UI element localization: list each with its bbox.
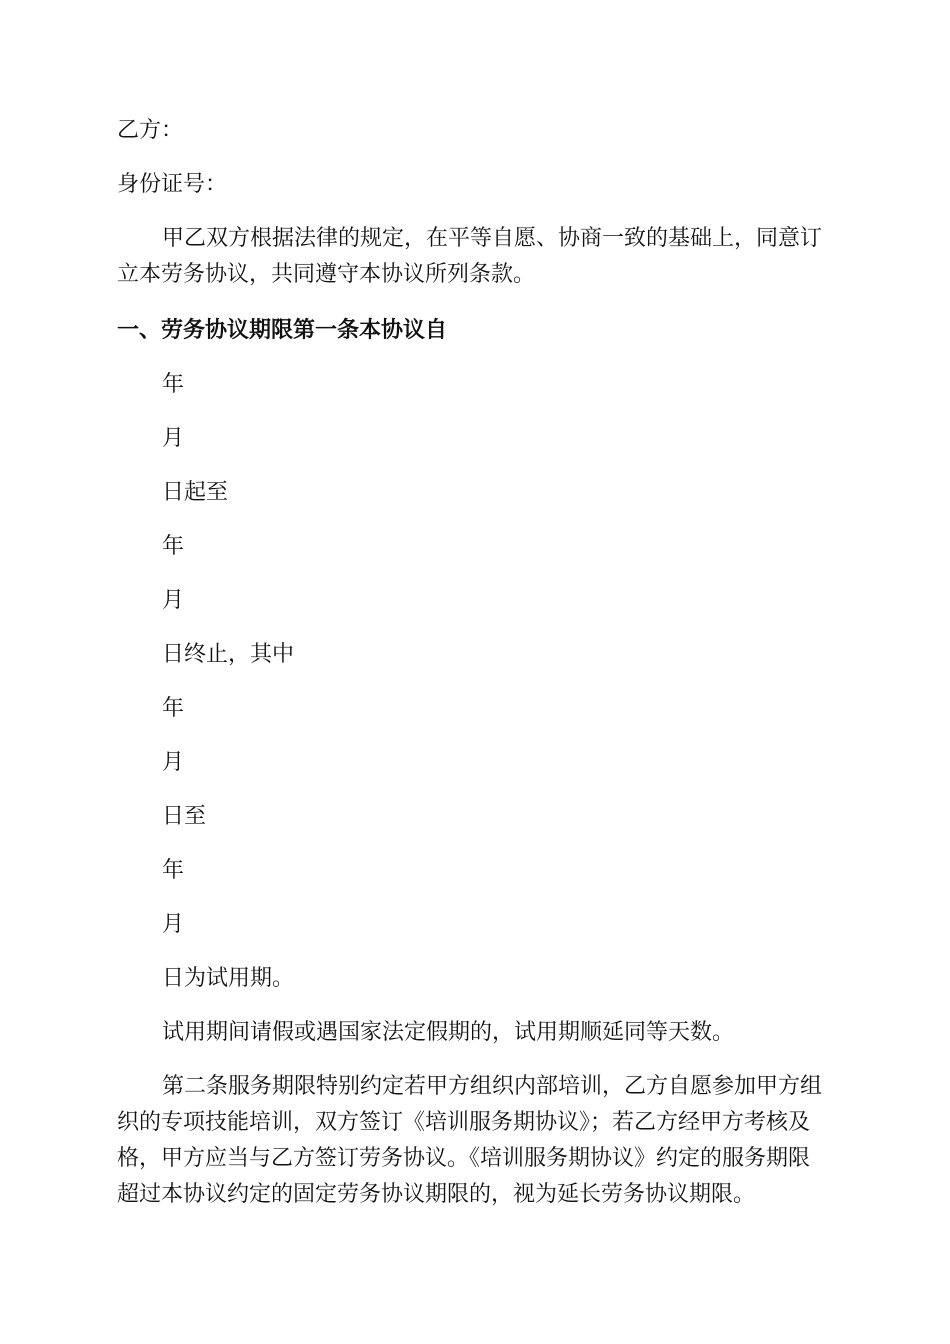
intro-paragraph-line-1: 甲乙双方根据法律的规定，在平等自愿、协商一致的基础上，同意订 — [162, 226, 823, 251]
party-b-label: 乙方： — [117, 118, 184, 143]
intro-paragraph-line-2: 立本劳务协议，共同遵守本协议所列条款。 — [117, 262, 536, 287]
probation-note: 试用期间请假或遇国家法定假期的，试用期顺延同等天数。 — [162, 1020, 735, 1045]
article-2-line-1: 第二条服务期限特别约定若甲方组织内部培训，乙方自愿参加甲方组 — [162, 1074, 823, 1099]
article-2-line-2: 织的专项技能培训，双方签订《培训服务期协议》；若乙方经甲方考核及 — [117, 1110, 811, 1135]
term-line: 日起至 — [162, 480, 229, 505]
article-2-line-4: 超过本协议约定的固定劳务协议期限的，视为延长劳务协议期限。 — [117, 1182, 756, 1207]
term-line: 月 — [162, 426, 185, 451]
term-line: 年 — [162, 858, 185, 883]
term-line: 日为试用期。 — [162, 966, 295, 991]
term-line: 月 — [162, 750, 185, 775]
term-line: 日终止，其中 — [162, 642, 295, 667]
term-line: 年 — [162, 696, 185, 721]
id-number-label: 身份证号： — [117, 172, 228, 197]
section-1-heading: 一、劳务协议期限第一条本协议自 — [117, 318, 448, 343]
term-line: 月 — [162, 912, 185, 937]
term-line: 年 — [162, 534, 185, 559]
term-line: 日至 — [162, 804, 207, 829]
term-line: 年 — [162, 372, 185, 397]
term-line: 月 — [162, 588, 185, 613]
article-2-line-3: 格，甲方应当与乙方签订劳务协议。《培训服务期协议》约定的服务期限 — [117, 1146, 811, 1171]
